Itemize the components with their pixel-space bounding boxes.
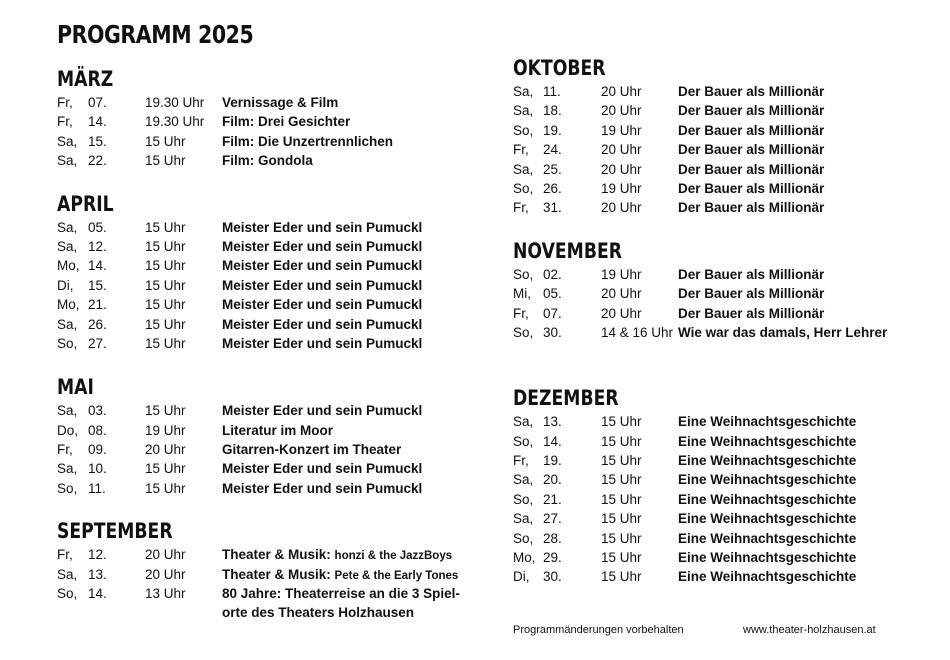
event-date: 03. [88, 403, 107, 419]
event-row [57, 440, 477, 459]
event-row [57, 584, 477, 623]
event-title [678, 304, 824, 323]
event-time: 15 Uhr [601, 530, 642, 546]
event-title [222, 256, 422, 275]
event-title-main: Eine Weihnachtsgeschichte [678, 569, 857, 585]
event-day: Fr, [57, 547, 73, 563]
event-title [222, 334, 422, 353]
event-date: 13. [543, 414, 562, 430]
event-time: 15 Uhr [601, 433, 642, 449]
month-heading: MÄRZ [57, 67, 114, 91]
event-day: Fr, [57, 114, 73, 130]
event-row [513, 284, 933, 303]
event-title-main: Literatur im Moor [222, 422, 334, 438]
event-title-main: Theater & Musik: [222, 566, 331, 582]
event-title [678, 82, 824, 101]
event-row [513, 198, 933, 217]
event-title-main: Gitarren-Konzert im Theater [222, 442, 402, 458]
event-day: So, [513, 530, 534, 546]
event-title [222, 565, 458, 586]
event-title [222, 151, 313, 170]
event-title [678, 101, 824, 120]
event-title [222, 440, 401, 459]
event-day: So, [513, 266, 534, 282]
event-date: 21. [88, 297, 107, 313]
left-column [57, 66, 477, 623]
event-title [222, 132, 393, 151]
event-title-main: Meister Eder und sein Pumuckl [222, 335, 423, 351]
event-day: So, [513, 122, 534, 138]
event-title [678, 160, 824, 179]
event-day: Mo, [513, 550, 536, 566]
event-title [222, 218, 422, 237]
event-title-main: Film: Gondola [222, 153, 313, 169]
event-time: 15 Uhr [601, 550, 642, 566]
event-title-main: Der Bauer als Millionär [678, 84, 825, 99]
event-row [513, 179, 933, 198]
event-time: 19.30 Uhr [145, 114, 205, 130]
month-november [513, 238, 933, 343]
month-heading: SEPTEMBER [57, 519, 173, 544]
event-time: 20 Uhr [601, 142, 642, 158]
event-time: 13 Uhr [145, 586, 186, 602]
event-title [222, 479, 422, 498]
event-date: 11. [543, 84, 561, 99]
event-date: 27. [543, 511, 562, 527]
event-time: 15 Uhr [145, 297, 186, 313]
event-day: Sa, [57, 219, 78, 235]
event-time: 19 Uhr [145, 422, 186, 438]
event-title [678, 412, 856, 431]
event-title-main: Film: Die Unzertrennlichen [222, 133, 394, 149]
event-row [57, 421, 477, 440]
event-row [513, 509, 933, 528]
event-title-main: Der Bauer als Millionär [678, 266, 825, 282]
event-time: 15 Uhr [145, 153, 186, 169]
event-title [678, 198, 824, 217]
event-date: 27. [88, 335, 107, 351]
event-title [222, 276, 422, 295]
event-title-main: Der Bauer als Millionär [678, 305, 825, 321]
event-row [513, 548, 933, 567]
month-heading: OKTOBER [513, 56, 606, 80]
event-date: 12. [88, 547, 107, 563]
event-day: Sa, [57, 133, 78, 149]
month-heading: DEZEMBER [513, 386, 619, 411]
event-title [678, 323, 887, 342]
event-time: 15 Uhr [601, 453, 642, 469]
event-day: Mo, [57, 258, 80, 274]
event-title [678, 140, 824, 159]
event-time: 20 Uhr [601, 161, 642, 177]
event-date: 05. [88, 219, 107, 235]
event-time: 20 Uhr [601, 286, 642, 302]
event-day: Fr, [513, 200, 529, 216]
event-day: So, [513, 324, 534, 340]
event-time: 15 Uhr [145, 316, 186, 332]
event-day: So, [57, 586, 78, 602]
event-title [222, 545, 452, 566]
event-title-main: Eine Weihnachtsgeschichte [678, 453, 857, 469]
event-title-main: Meister Eder und sein Pumuckl [222, 297, 423, 313]
event-title-main: Meister Eder und sein Pumuckl [222, 461, 423, 477]
event-date: 19. [543, 122, 562, 138]
event-date: 14. [88, 114, 107, 130]
month-oktober [513, 55, 933, 218]
event-day: So, [513, 180, 534, 196]
event-row [513, 82, 933, 101]
event-date: 14. [88, 258, 107, 274]
month-dezember [513, 385, 933, 587]
page-title: PROGRAMM 2025 [57, 20, 254, 49]
month-maerz [57, 66, 477, 171]
event-row [57, 151, 477, 170]
event-day: Sa, [57, 461, 78, 477]
event-time: 19.30 Uhr [145, 95, 205, 110]
event-day: Sa, [57, 153, 78, 169]
event-day: Sa, [513, 414, 534, 430]
event-row [57, 276, 477, 295]
event-day: Fr, [513, 453, 529, 469]
event-time: 20 Uhr [601, 103, 642, 119]
event-time: 15 Uhr [601, 569, 642, 585]
event-date: 26. [88, 316, 107, 332]
event-title-main: Vernissage & Film [222, 95, 339, 110]
event-time: 19 Uhr [601, 122, 642, 138]
event-title-main: Eine Weihnachtsgeschichte [678, 491, 857, 507]
event-time: 15 Uhr [145, 335, 186, 351]
event-date: 19. [543, 453, 562, 469]
event-date: 20. [543, 472, 562, 488]
event-title [678, 451, 856, 470]
event-title-main: Meister Eder und sein Pumuckl [222, 258, 423, 274]
event-date: 28. [543, 530, 562, 546]
event-title [222, 237, 422, 256]
event-row [57, 256, 477, 275]
event-time: 15 Uhr [601, 511, 642, 527]
event-title-main: Eine Weihnachtsgeschichte [678, 511, 857, 527]
event-title-main: Der Bauer als Millionär [678, 180, 825, 196]
event-title [222, 584, 472, 623]
event-title-main: Der Bauer als Millionär [678, 142, 825, 158]
event-day: So, [57, 335, 78, 351]
event-date: 15. [88, 133, 107, 149]
event-time: 15 Uhr [145, 480, 186, 496]
event-row [513, 529, 933, 548]
event-day: Sa, [513, 103, 534, 119]
event-title-main: Der Bauer als Millionär [678, 200, 825, 216]
event-title-main: Meister Eder und sein Pumuckl [222, 403, 423, 419]
event-time: 15 Uhr [145, 277, 186, 293]
event-performer: Pete & the Early Tones [334, 569, 459, 582]
event-day: Sa, [57, 316, 78, 332]
event-time: 15 Uhr [145, 403, 186, 419]
event-row [513, 121, 933, 140]
event-day: Fr, [513, 142, 529, 158]
event-title [678, 470, 856, 489]
month-heading: NOVEMBER [513, 238, 622, 263]
event-title [678, 548, 856, 567]
event-row [57, 459, 477, 478]
event-row [513, 101, 933, 120]
event-date: 08. [88, 422, 107, 438]
event-title [678, 567, 856, 586]
event-time: 19 Uhr [601, 180, 642, 196]
event-day: Do, [57, 422, 79, 438]
event-row [513, 470, 933, 489]
event-day: Di, [513, 569, 530, 585]
event-date: 22. [88, 153, 107, 169]
event-row [513, 160, 933, 179]
event-row [57, 545, 477, 564]
event-day: Sa, [513, 511, 534, 527]
event-day: So, [513, 491, 534, 507]
event-title [678, 509, 856, 528]
event-date: 14. [543, 433, 562, 449]
event-time: 15 Uhr [601, 491, 642, 507]
event-day: Mo, [57, 297, 80, 313]
event-title-main: Meister Eder und sein Pumuckl [222, 277, 423, 293]
event-title [222, 93, 338, 112]
event-title-main: Wie war das damals, Herr Lehrer [678, 324, 888, 340]
event-title [678, 490, 856, 509]
event-row [513, 451, 933, 470]
event-day: Fr, [513, 305, 529, 321]
event-title [678, 121, 824, 140]
event-title-main: Meister Eder und sein Pumuckl [222, 238, 423, 254]
event-date: 15. [88, 277, 107, 293]
event-time: 20 Uhr [601, 305, 642, 321]
event-date: 25. [543, 161, 562, 177]
event-date: 30. [543, 569, 562, 585]
event-time: 15 Uhr [145, 461, 186, 477]
event-day: So, [57, 480, 78, 496]
event-time: 15 Uhr [145, 258, 186, 274]
event-performer: honzi & the JazzBoys [334, 550, 453, 563]
event-title [222, 401, 422, 420]
event-date: 24. [543, 142, 562, 158]
event-row [57, 315, 477, 334]
event-title [678, 529, 856, 548]
event-row [513, 567, 933, 586]
event-row [513, 412, 933, 431]
event-date: 05. [543, 286, 562, 302]
event-title-main: Eine Weihnachtsgeschichte [678, 530, 857, 546]
month-april [57, 191, 477, 354]
event-date: 07. [543, 305, 562, 321]
event-time: 20 Uhr [601, 84, 642, 99]
event-date: 07. [88, 95, 107, 110]
event-time: 14 & 16 Uhr [601, 324, 674, 340]
event-date: 26. [543, 180, 562, 196]
event-date: 30. [543, 324, 562, 340]
event-row [57, 334, 477, 353]
event-date: 29. [543, 550, 562, 566]
event-title-main: Der Bauer als Millionär [678, 286, 825, 302]
event-time: 20 Uhr [145, 547, 186, 563]
event-time: 20 Uhr [145, 566, 186, 582]
footer-website[interactable]: www.theater-holzhausen.at [743, 624, 876, 636]
month-heading: MAI [57, 375, 94, 400]
event-title [678, 265, 824, 284]
event-date: 13. [88, 566, 107, 582]
event-title [222, 295, 422, 314]
event-title-main: Der Bauer als Millionär [678, 161, 825, 177]
event-title-main: Eine Weihnachtsgeschichte [678, 433, 857, 449]
event-row [57, 565, 477, 584]
event-row [57, 93, 477, 112]
event-title-main: Der Bauer als Millionär [678, 103, 825, 119]
event-title-main: Eine Weihnachtsgeschichte [678, 472, 857, 488]
event-day: Sa, [57, 403, 78, 419]
event-row [57, 112, 477, 131]
event-day: Fr, [57, 442, 73, 458]
event-title-main: Meister Eder und sein Pumuckl [222, 316, 423, 332]
event-title-main: Film: Drei Gesichter [222, 114, 351, 130]
event-row [513, 140, 933, 159]
event-date: 14. [88, 586, 107, 602]
event-title-main: Eine Weihnachtsgeschichte [678, 414, 857, 430]
event-title-main: Meister Eder und sein Pumuckl [222, 219, 423, 235]
event-title-main: Der Bauer als Millionär [678, 122, 825, 138]
event-date: 11. [88, 480, 106, 496]
event-day: Sa, [513, 161, 534, 177]
event-row [57, 479, 477, 498]
event-time: 20 Uhr [145, 442, 186, 458]
event-row [513, 265, 933, 284]
event-time: 15 Uhr [145, 238, 186, 254]
month-heading: APRIL [57, 191, 114, 216]
event-title-main: Meister Eder und sein Pumuckl [222, 480, 423, 496]
event-row [57, 218, 477, 237]
event-day: Sa, [57, 566, 78, 582]
event-day: Sa, [513, 472, 534, 488]
event-title [678, 179, 824, 198]
event-day: Sa, [513, 84, 534, 99]
event-time: 15 Uhr [145, 133, 186, 149]
event-title-main: Eine Weihnachtsgeschichte [678, 550, 857, 566]
event-row [513, 304, 933, 323]
footer-note: Programmänderungen vorbehalten [513, 624, 684, 636]
event-time: 15 Uhr [601, 414, 642, 430]
event-title [222, 459, 422, 478]
event-row [57, 237, 477, 256]
event-date: 02. [543, 266, 562, 282]
event-day: So, [513, 433, 534, 449]
event-time: 15 Uhr [145, 219, 186, 235]
event-time: 15 Uhr [601, 472, 642, 488]
event-row [513, 490, 933, 509]
event-date: 18. [543, 103, 562, 119]
event-date: 12. [88, 238, 107, 254]
event-title [222, 112, 350, 131]
event-date: 09. [88, 442, 107, 458]
right-column [513, 55, 933, 587]
event-day: Di, [57, 277, 74, 293]
event-title-main: 80 Jahre: Theaterreise an die 3 Spiel-orte des Theaters Holzhausen [222, 586, 460, 621]
event-row [57, 132, 477, 151]
event-date: 21. [543, 491, 562, 507]
event-title-main: Theater & Musik: [222, 547, 331, 563]
event-title [678, 284, 824, 303]
event-row [513, 432, 933, 451]
event-day: Fr, [57, 95, 73, 110]
event-time: 20 Uhr [601, 200, 642, 216]
event-title [222, 315, 422, 334]
event-date: 10. [88, 461, 107, 477]
event-row [57, 401, 477, 420]
event-title [222, 421, 333, 440]
event-time: 19 Uhr [601, 266, 642, 282]
month-september [57, 518, 477, 623]
event-date: 31. [543, 200, 562, 216]
event-day: Sa, [57, 238, 78, 254]
event-row [513, 323, 933, 342]
event-day: Mi, [513, 286, 531, 302]
month-mai [57, 374, 477, 498]
event-row [57, 295, 477, 314]
event-title [678, 432, 856, 451]
